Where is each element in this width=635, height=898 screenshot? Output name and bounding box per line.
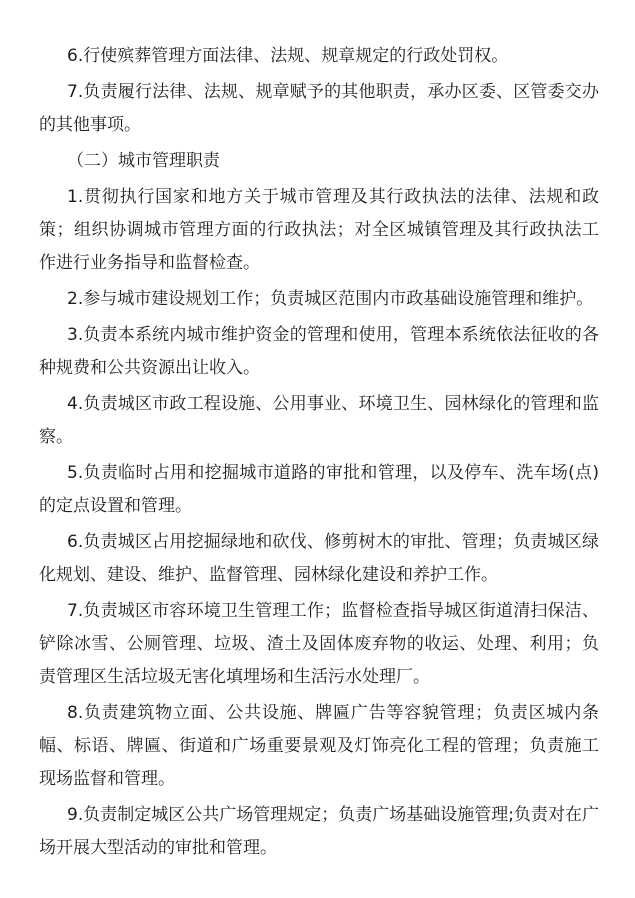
paragraph-item-9-plazas: 9.负责制定城区公共广场管理规定；负责广场基础设施管理;负责对在广场开展大型活动的审批和管理。 <box>39 805 599 858</box>
paragraph-item-8-appearance: 8.负责建筑物立面、公共设施、牌匾广告等容貌管理；负责区城内条幅、标语、牌匾、街道和广场重要景观及灯饰亮化工程的管理；负责施工现场监督和管理。 <box>39 703 599 789</box>
paragraph-item-3-funds: 3.负责本系统内城市维护资金的管理和使用，管理本系统依法征收的各种规费和公共资源出让收入。 <box>39 325 599 378</box>
paragraph-item-7-sanitation: 7.负责城区市容环境卫生管理工作；监督检查指导城区街道清扫保洁、铲除冰雪、公厕管理、垃圾、渣土及固体废弃物的收运、处理、利用；负责管理区生活垃圾无害化填埋场和生活污水处理厂。 <box>39 601 599 687</box>
paragraph-item-6-penalty: 6.行使殡葬管理方面法律、法规、规章规定的行政处罚权。 <box>67 46 509 66</box>
document-body <box>39 40 599 868</box>
paragraph-item-4-public-works: 4.负责城区市政工程设施、公用事业、环境卫生、园林绿化的管理和监察。 <box>39 394 599 447</box>
paragraph-item-7-other-duties: 7.负责履行法律、法规、规章赋予的其他职责，承办区委、区管委交办的其他事项。 <box>39 82 599 135</box>
paragraph-item-1-policy: 1.贯彻执行国家和地方关于城市管理及其行政执法的法律、法规和政策；组织协调城市管理方面的行政执法；对全区城镇管理及其行政执法工作进行业务指导和监督检查。 <box>39 187 599 273</box>
paragraph-item-6-greening: 6.负责城区占用挖掘绿地和砍伐、修剪树木的审批、管理；负责城区绿化规划、建设、维护、监督管理、园林绿化建设和养护工作。 <box>39 532 599 585</box>
paragraph-item-5-roads: 5.负责临时占用和挖掘城市道路的审批和管理，以及停车、洗车场(点)的定点设置和管理。 <box>39 463 599 516</box>
section-heading-city-management: （二）城市管理职责 <box>67 151 220 171</box>
paragraph-item-2-planning: 2.参与城市建设规划工作；负责城区范围内市政基础设施管理和维护。 <box>67 289 594 309</box>
